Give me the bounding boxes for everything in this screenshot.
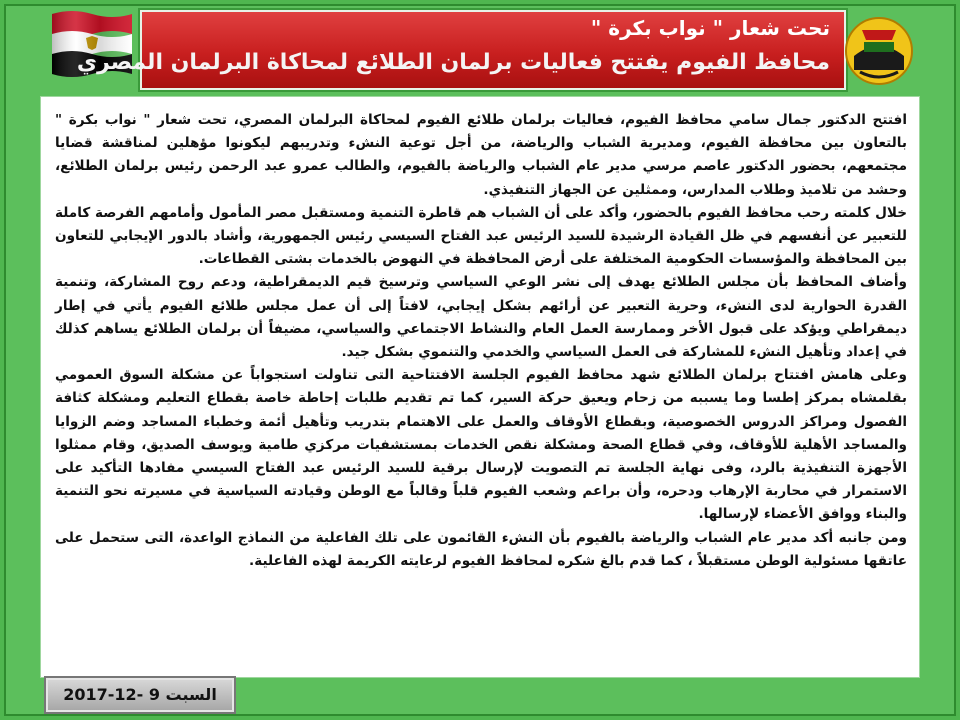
article-paragraph: ومن جانبه أكد مدير عام الشباب والرياضة بالفيوم بأن النشء القائمون على تلك الفاعلية من النماذج الواعدة، التى ستحمل على عاتقها مسئولية الوطن مستقبلاً ، كما قدم بالغ شكره لمحافظ الفيوم لرعايته الكريمة لهذه الفاعلية. <box>55 529 907 569</box>
date-badge: السبت 9 -12-2017 <box>46 678 234 712</box>
article-paragraph: وعلى هامش افتتاح برلمان الطلائع شهد محافظ الفيوم الجلسة الافتتاحية التى تناولت استجواباً عن مشكلة السوق العمومي بقلمشاه بمركز إطسا وما يسببه من زحام ويعيق حركة السير، كما تم تقديم طلبات إحاطة خاصة بقطاع التعليم ومشكلة كثافة الفصول ومراكز الدروس الخصوصية، وبقطاع الأوقاف والعمل على الاهتمام بتدريب وتأهيل أئمة وخطباء المساجد وضم الزوايا والمساجد الأهلية للأوقاف، وفي قطاع الصحة ومشكلة نقص الخدمات بمستشفيات مركزي طامية ويوسف الصديق، وقام ممثلوا الأجهزة التنفيذية بالرد، وفى نهاية الجلسة تم التصويت لإرسال برقية للسيد الرئيس عبد الفتاح السيسي مفادها التأكيد على الاستمرار في محاربة الإرهاب ودحره، وأن براعم وشعب الفيوم قلباً وقالباً مع الوطن وقيادته السياسية في مسيرته نحو التنمية والبناء ووافق الأعضاء لإرسالها. <box>55 367 907 523</box>
header-banner <box>76 10 846 90</box>
article-paragraph: خلال كلمته رحب محافظ الفيوم بالحضور، وأكد على أن الشباب هم قاطرة التنمية ومستقبل مصر المأمول وأمامهم الفرصة كاملة للتعبير عن أنفسهم في ظل القيادة الرشيدة للسيد الرئيس عبد الفتاح السيسي رئيس الجمهورية، وأشاد بالدور الإيجابي للتعاون بين المحافظة والمؤسسات الحكومية المختلفة على أرض المحافظة في النهوض بالخدمات بشتى القطاعات. <box>55 204 907 268</box>
article-paragraph: وأضاف المحافظ بأن مجلس الطلائع يهدف إلى نشر الوعي السياسي وترسيخ قيم الديمقراطية، ودعم روح المشاركة، وتنمية القدرة الحوارية لدى النشء، وحرية التعبير عن أرائهم بشكل إيجابي، لافتاً إلى أن عمل مجلس طلائع الفيوم يأتي في إطار ديمقراطي ويؤكد على قبول الأخر وممارسة العمل العام والنشاط الاجتماعي والسياسي، مضيفاً أن برلمان الطلائع يساهم كذلك في إعداد وتأهيل النشء للمشاركة فى العمل السياسي والخدمي والتنموي بشكل جيد. <box>55 274 907 361</box>
fayoum-governorate-logo <box>844 16 914 86</box>
article-body <box>55 109 907 573</box>
header-subtitle: تحت شعار " نواب بكرة " <box>590 16 830 40</box>
header-title: محافظ الفيوم يفتتح فعاليات برلمان الطلائع لمحاكاة البرلمان المصري <box>76 50 830 75</box>
article-paragraph: افتتح الدكتور جمال سامي محافظ الفيوم، فعاليات برلمان طلائع الفيوم لمحاكاة البرلمان المصري، تحت شعار " نواب بكرة " بالتعاون بين محافظة الفيوم، ومديرية الشباب والرياضة، من أجل توعية النشء وتدريبهم ليكونوا مؤهلين لمناقشة قضايا مجتمعهم، بحضور الدكتور عاصم مرسي مدير عام الشباب والرياضة بالفيوم، والطالب عمرو عبد الرحمن رئيس برلمان الطلائع، وحشد من تلاميذ وطلاب المدارس، وممثلين عن الجهاز التنفيذي. <box>55 112 907 198</box>
article-panel <box>40 96 920 678</box>
